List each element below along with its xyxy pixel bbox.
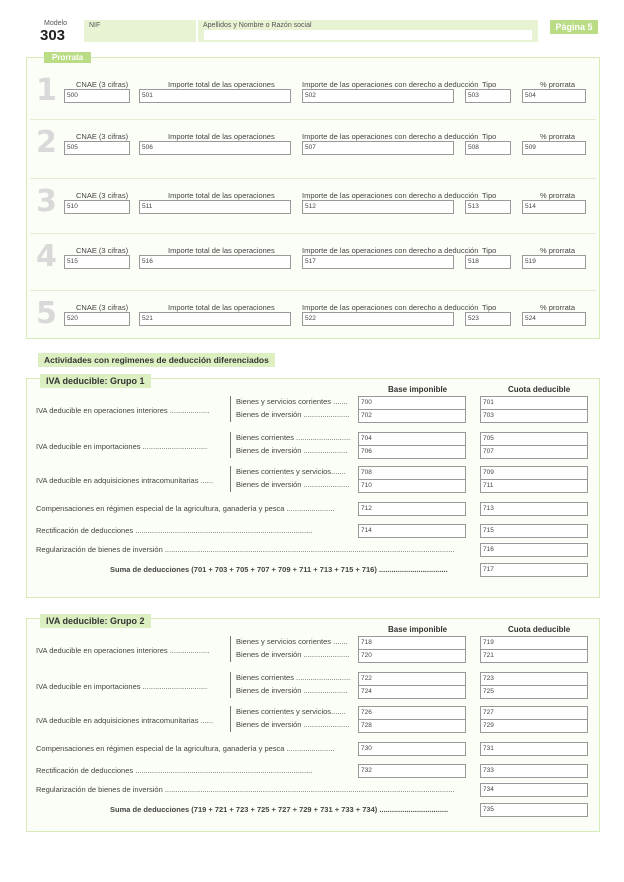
sub-label: Bienes corrientes y servicios....... [236, 467, 346, 476]
prorrata-col-label: Tipo [482, 191, 497, 200]
prorrata-col-label: CNAE (3 cifras) [76, 80, 129, 89]
box-code: 713 [483, 505, 494, 512]
prorrata-col-label: CNAE (3 cifras) [76, 303, 129, 312]
amount-input[interactable] [480, 742, 588, 756]
sub-label: Bienes de inversión ...................... [236, 650, 350, 659]
cuota-header: Cuota deducible [508, 625, 571, 634]
actividades-title: Actividades con regimenes de deducción diferenciados [38, 353, 275, 367]
box-code: 505 [67, 144, 78, 151]
prorrata-input[interactable] [302, 89, 454, 103]
box-code: 729 [483, 722, 494, 729]
box-code: 708 [361, 469, 372, 476]
box-code: 719 [483, 639, 494, 646]
box-code: 733 [483, 767, 494, 774]
prorrata-input[interactable] [465, 312, 511, 326]
prorrata-row-number: 5 [36, 296, 57, 331]
prorrata-input[interactable] [522, 141, 586, 155]
box-code: 700 [361, 399, 372, 406]
amount-input[interactable] [480, 649, 588, 663]
nif-label: NIF [89, 22, 101, 29]
prorrata-input[interactable] [139, 200, 291, 214]
line-label: IVA deducible en adquisiciones intracomunitarias ...... [36, 476, 214, 485]
prorrata-input[interactable] [302, 200, 454, 214]
sub-label: Bienes y servicios corrientes ....... [236, 397, 348, 406]
name-label: Apellidos y Nombre o Razón social [203, 22, 312, 29]
sum-label: Suma de deducciones (701 + 703 + 705 + 707 + 709 + 711 + 713 + 715 + 716) ................................. [110, 565, 448, 574]
box-code: 701 [483, 399, 494, 406]
nif-field[interactable] [84, 20, 196, 42]
amount-input[interactable] [358, 649, 466, 663]
box-code: 710 [361, 482, 372, 489]
box-code: 512 [305, 203, 316, 210]
prorrata-input[interactable] [139, 312, 291, 326]
page-label: Página 5 [550, 20, 598, 34]
sub-label: Bienes corrientes .......................... [236, 433, 351, 442]
prorrata-input[interactable] [302, 141, 454, 155]
box-code: 508 [468, 144, 479, 151]
box-code: 727 [483, 709, 494, 716]
prorrata-col-label: % prorrata [540, 246, 576, 255]
box-code: 504 [525, 92, 536, 99]
prorrata-input[interactable] [522, 312, 586, 326]
amount-input[interactable] [480, 672, 588, 686]
box-code: 714 [361, 527, 372, 534]
box-code: 721 [483, 652, 494, 659]
row-separator [30, 178, 596, 179]
amount-input[interactable] [358, 502, 466, 516]
line-label: IVA deducible en operaciones interiores ................... [36, 646, 210, 655]
box-code: 513 [468, 203, 479, 210]
box-code: 519 [525, 258, 536, 265]
row-separator [30, 290, 596, 291]
amount-input[interactable] [358, 636, 466, 650]
box-code: 731 [483, 745, 494, 752]
amount-input[interactable] [358, 396, 466, 410]
prorrata-col-label: Importe total de las operaciones [168, 303, 275, 312]
box-code: 507 [305, 144, 316, 151]
prorrata-input[interactable] [522, 255, 586, 269]
prorrata-col-label: CNAE (3 cifras) [76, 191, 129, 200]
brace-line [230, 396, 231, 422]
sub-label: Bienes de inversión ...................... [236, 410, 350, 419]
prorrata-col-label: % prorrata [540, 303, 576, 312]
box-code: 717 [483, 566, 494, 573]
prorrata-input[interactable] [465, 141, 511, 155]
amount-input[interactable] [480, 803, 588, 817]
box-code: 707 [483, 448, 494, 455]
box-code: 703 [483, 412, 494, 419]
box-code: 515 [67, 258, 78, 265]
sub-label: Bienes de inversión ...................... [236, 720, 350, 729]
amount-input[interactable] [358, 524, 466, 538]
sub-label: Bienes de inversión ...................... [236, 480, 350, 489]
box-code: 702 [361, 412, 372, 419]
box-code: 723 [483, 675, 494, 682]
amount-input[interactable] [480, 719, 588, 733]
box-code: 716 [483, 546, 494, 553]
base-header: Base imponible [388, 385, 448, 394]
brace-line [230, 432, 231, 458]
prorrata-input[interactable] [302, 255, 454, 269]
sub-label: Bienes corrientes .......................... [236, 673, 351, 682]
amount-input[interactable] [480, 783, 588, 797]
row-separator [30, 233, 596, 234]
amount-input[interactable] [480, 445, 588, 459]
line-label: Compensaciones en régimen especial de la agricultura, ganadería y pesca ....................... [36, 504, 335, 513]
amount-input[interactable] [480, 636, 588, 650]
brace-line [230, 672, 231, 698]
box-code: 501 [142, 92, 153, 99]
amount-input[interactable] [358, 706, 466, 720]
prorrata-col-label: Importe total de las operaciones [168, 191, 275, 200]
box-code: 502 [305, 92, 316, 99]
prorrata-col-label: CNAE (3 cifras) [76, 246, 129, 255]
box-code: 722 [361, 675, 372, 682]
amount-input[interactable] [480, 409, 588, 423]
box-code: 725 [483, 688, 494, 695]
box-code: 735 [483, 806, 494, 813]
prorrata-col-label: Tipo [482, 80, 497, 89]
prorrata-input[interactable] [465, 200, 511, 214]
sub-label: Bienes de inversión ..................... [236, 686, 348, 695]
amount-input[interactable] [358, 672, 466, 686]
box-code: 718 [361, 639, 372, 646]
prorrata-input[interactable] [139, 141, 291, 155]
prorrata-input[interactable] [465, 89, 511, 103]
amount-input[interactable] [480, 563, 588, 577]
prorrata-input[interactable] [465, 255, 511, 269]
box-code: 509 [525, 144, 536, 151]
amount-input[interactable] [358, 409, 466, 423]
sum-label: Suma de deducciones (719 + 721 + 723 + 725 + 727 + 729 + 731 + 733 + 734) ................................. [110, 805, 449, 814]
cuota-header: Cuota deducible [508, 385, 571, 394]
sub-label: Bienes y servicios corrientes ....... [236, 637, 348, 646]
box-code: 726 [361, 709, 372, 716]
prorrata-input[interactable] [139, 255, 291, 269]
box-code: 705 [483, 435, 494, 442]
box-code: 720 [361, 652, 372, 659]
sub-label: Bienes de inversión ..................... [236, 446, 348, 455]
box-code: 516 [142, 258, 153, 265]
prorrata-col-label: Importe de las operaciones con derecho a deducción [302, 80, 479, 89]
line-label: Rectificación de deducciones ..................................................................................... [36, 766, 313, 775]
amount-input[interactable] [480, 685, 588, 699]
brace-line [230, 636, 231, 662]
group-title: IVA deducible: Grupo 2 [40, 614, 151, 628]
amount-input[interactable] [480, 524, 588, 538]
prorrata-row-number: 4 [36, 239, 57, 274]
brace-line [230, 706, 231, 732]
box-code: 511 [142, 203, 153, 210]
base-header: Base imponible [388, 625, 448, 634]
amount-input[interactable] [480, 466, 588, 480]
line-label: Compensaciones en régimen especial de la agricultura, ganadería y pesca ....................... [36, 744, 335, 753]
prorrata-row-number: 3 [36, 184, 57, 219]
amount-input[interactable] [358, 432, 466, 446]
amount-input[interactable] [358, 742, 466, 756]
prorrata-input[interactable] [64, 312, 130, 326]
group-title: IVA deducible: Grupo 1 [40, 374, 151, 388]
amount-input[interactable] [480, 764, 588, 778]
box-code: 510 [67, 203, 78, 210]
amount-input[interactable] [480, 479, 588, 493]
box-code: 500 [67, 92, 78, 99]
prorrata-col-label: Importe de las operaciones con derecho a deducción [302, 132, 479, 141]
prorrata-col-label: Importe de las operaciones con derecho a deducción [302, 246, 479, 255]
box-code: 724 [361, 688, 372, 695]
box-code: 734 [483, 786, 494, 793]
box-code: 704 [361, 435, 372, 442]
box-code: 711 [483, 482, 494, 489]
line-label: IVA deducible en importaciones ............................... [36, 442, 208, 451]
amount-input[interactable] [358, 466, 466, 480]
amount-input[interactable] [480, 432, 588, 446]
prorrata-input[interactable] [522, 89, 586, 103]
box-code: 522 [305, 315, 316, 322]
prorrata-col-label: Importe total de las operaciones [168, 132, 275, 141]
amount-input[interactable] [358, 445, 466, 459]
line-label: Regularización de bienes de inversión ........................................................................................................................................... [36, 785, 455, 794]
prorrata-col-label: % prorrata [540, 191, 576, 200]
prorrata-input[interactable] [139, 89, 291, 103]
row-separator [30, 119, 596, 120]
amount-input[interactable] [358, 479, 466, 493]
box-code: 520 [67, 315, 78, 322]
prorrata-row-number: 1 [36, 73, 57, 108]
prorrata-row-number: 2 [36, 125, 57, 160]
prorrata-input[interactable] [302, 312, 454, 326]
box-code: 730 [361, 745, 372, 752]
box-code: 712 [361, 505, 372, 512]
prorrata-input[interactable] [64, 89, 130, 103]
box-code: 524 [525, 315, 536, 322]
amount-input[interactable] [358, 719, 466, 733]
box-code: 732 [361, 767, 372, 774]
prorrata-col-label: Importe total de las operaciones [168, 246, 275, 255]
prorrata-title: Prorrata [44, 52, 91, 63]
line-label: Rectificación de deducciones ..................................................................................... [36, 526, 313, 535]
prorrata-col-label: % prorrata [540, 80, 576, 89]
prorrata-col-label: Importe total de las operaciones [168, 80, 275, 89]
box-code: 715 [483, 527, 494, 534]
amount-input[interactable] [358, 764, 466, 778]
prorrata-col-label: % prorrata [540, 132, 576, 141]
prorrata-input[interactable] [64, 141, 130, 155]
line-label: IVA deducible en importaciones ............................... [36, 682, 208, 691]
box-code: 706 [361, 448, 372, 455]
prorrata-input[interactable] [64, 255, 130, 269]
box-code: 517 [305, 258, 316, 265]
box-code: 523 [468, 315, 479, 322]
prorrata-input[interactable] [522, 200, 586, 214]
prorrata-col-label: Importe de las operaciones con derecho a deducción [302, 303, 479, 312]
brace-line [230, 466, 231, 492]
prorrata-input[interactable] [64, 200, 130, 214]
line-label: IVA deducible en operaciones interiores ................... [36, 406, 210, 415]
box-code: 518 [468, 258, 479, 265]
prorrata-col-label: Tipo [482, 246, 497, 255]
amount-input[interactable] [480, 502, 588, 516]
line-label: IVA deducible en adquisiciones intracomunitarias ...... [36, 716, 214, 725]
box-code: 728 [361, 722, 372, 729]
prorrata-col-label: Importe de las operaciones con derecho a deducción [302, 191, 479, 200]
sub-label: Bienes corrientes y servicios....... [236, 707, 346, 716]
prorrata-col-label: Tipo [482, 303, 497, 312]
amount-input[interactable] [358, 685, 466, 699]
amount-input[interactable] [480, 543, 588, 557]
box-code: 514 [525, 203, 536, 210]
line-label: Regularización de bienes de inversión ........................................................................................................................................... [36, 545, 455, 554]
amount-input[interactable] [480, 706, 588, 720]
modelo-number: 303 [40, 27, 66, 44]
name-field[interactable] [198, 20, 538, 42]
box-code: 506 [142, 144, 153, 151]
amount-input[interactable] [480, 396, 588, 410]
box-code: 709 [483, 469, 494, 476]
box-code: 521 [142, 315, 153, 322]
prorrata-col-label: CNAE (3 cifras) [76, 132, 129, 141]
box-code: 503 [468, 92, 479, 99]
prorrata-col-label: Tipo [482, 132, 497, 141]
modelo-label: Modelo [44, 20, 67, 27]
